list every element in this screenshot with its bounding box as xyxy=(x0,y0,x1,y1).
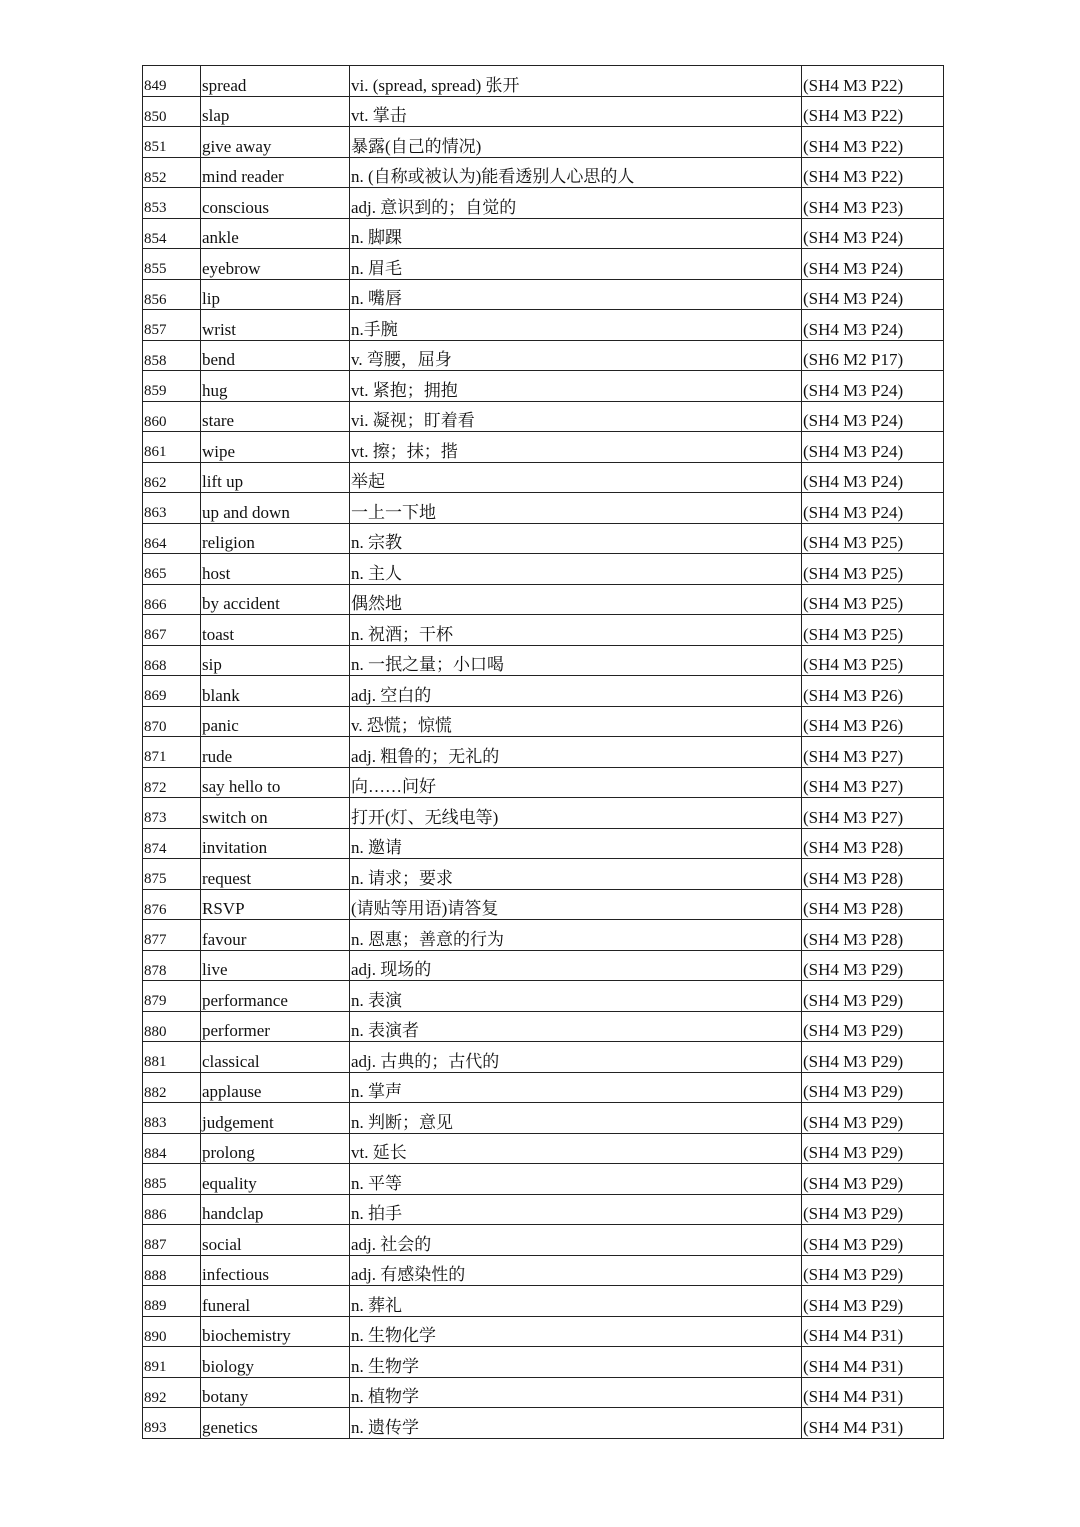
entry-meaning: n. 植物学 xyxy=(350,1377,802,1408)
entry-source: (SH4 M3 P28) xyxy=(802,889,944,920)
entry-number: 878 xyxy=(143,950,201,981)
entry-word: live xyxy=(201,950,350,981)
entry-number: 852 xyxy=(143,157,201,188)
entry-meaning: n. 葬礼 xyxy=(350,1286,802,1317)
table-row xyxy=(143,401,944,432)
entry-source: (SH4 M3 P29) xyxy=(802,1225,944,1256)
entry-number: 858 xyxy=(143,340,201,371)
entry-word: host xyxy=(201,554,350,585)
entry-source: (SH4 M4 P31) xyxy=(802,1316,944,1347)
entry-source: (SH4 M3 P29) xyxy=(802,981,944,1012)
entry-meaning: n. 邀请 xyxy=(350,828,802,859)
entry-source: (SH4 M3 P26) xyxy=(802,676,944,707)
table-row xyxy=(143,1225,944,1256)
table-row xyxy=(143,523,944,554)
entry-number: 866 xyxy=(143,584,201,615)
entry-source: (SH4 M3 P29) xyxy=(802,1133,944,1164)
entry-meaning: n. (自称或被认为)能看透别人心思的人 xyxy=(350,157,802,188)
table-row xyxy=(143,950,944,981)
entry-word: performer xyxy=(201,1011,350,1042)
entry-word: slap xyxy=(201,96,350,127)
entry-number: 867 xyxy=(143,615,201,646)
entry-meaning: n. 拍手 xyxy=(350,1194,802,1225)
entry-meaning: 一上一下地 xyxy=(350,493,802,524)
table-row xyxy=(143,1194,944,1225)
entry-source: (SH4 M3 P22) xyxy=(802,96,944,127)
table-row xyxy=(143,1316,944,1347)
table-row xyxy=(143,554,944,585)
entry-meaning: n. 请求；要求 xyxy=(350,859,802,890)
entry-meaning: vt. 延长 xyxy=(350,1133,802,1164)
entry-word: genetics xyxy=(201,1408,350,1439)
entry-word: biology xyxy=(201,1347,350,1378)
entry-meaning: n. 表演 xyxy=(350,981,802,1012)
table-row xyxy=(143,218,944,249)
table-row xyxy=(143,737,944,768)
table-row xyxy=(143,127,944,158)
entry-word: switch on xyxy=(201,798,350,829)
table-row xyxy=(143,1347,944,1378)
table-row xyxy=(143,1408,944,1439)
entry-source: (SH4 M3 P29) xyxy=(802,1072,944,1103)
entry-source: (SH4 M3 P25) xyxy=(802,645,944,676)
entry-number: 892 xyxy=(143,1377,201,1408)
entry-source: (SH4 M3 P29) xyxy=(802,1286,944,1317)
entry-source: (SH4 M3 P27) xyxy=(802,737,944,768)
entry-meaning: 向……问好 xyxy=(350,767,802,798)
entry-meaning: adj. 空白的 xyxy=(350,676,802,707)
entry-source: (SH4 M3 P26) xyxy=(802,706,944,737)
entry-meaning: adj. 意识到的；自觉的 xyxy=(350,188,802,219)
entry-source: (SH4 M3 P24) xyxy=(802,249,944,280)
entry-number: 889 xyxy=(143,1286,201,1317)
table-row xyxy=(143,432,944,463)
table-row xyxy=(143,1377,944,1408)
table-row xyxy=(143,1103,944,1134)
entry-meaning: vt. 擦；抹；揩 xyxy=(350,432,802,463)
entry-source: (SH4 M3 P25) xyxy=(802,523,944,554)
table-row xyxy=(143,96,944,127)
entry-meaning: n. 恩惠；善意的行为 xyxy=(350,920,802,951)
entry-word: social xyxy=(201,1225,350,1256)
table-row xyxy=(143,66,944,97)
entry-source: (SH4 M3 P29) xyxy=(802,1103,944,1134)
entry-word: lift up xyxy=(201,462,350,493)
entry-number: 855 xyxy=(143,249,201,280)
entry-number: 871 xyxy=(143,737,201,768)
entry-word: toast xyxy=(201,615,350,646)
entry-source: (SH4 M3 P24) xyxy=(802,432,944,463)
table-row xyxy=(143,340,944,371)
entry-word: up and down xyxy=(201,493,350,524)
entry-number: 884 xyxy=(143,1133,201,1164)
entry-number: 883 xyxy=(143,1103,201,1134)
entry-word: funeral xyxy=(201,1286,350,1317)
table-row xyxy=(143,767,944,798)
entry-word: by accident xyxy=(201,584,350,615)
entry-source: (SH4 M3 P25) xyxy=(802,554,944,585)
entry-source: (SH4 M3 P24) xyxy=(802,493,944,524)
entry-meaning: n. 遗传学 xyxy=(350,1408,802,1439)
entry-word: stare xyxy=(201,401,350,432)
table-row xyxy=(143,981,944,1012)
entry-word: wipe xyxy=(201,432,350,463)
entry-word: religion xyxy=(201,523,350,554)
entry-number: 888 xyxy=(143,1255,201,1286)
entry-meaning: 举起 xyxy=(350,462,802,493)
entry-source: (SH4 M3 P24) xyxy=(802,279,944,310)
entry-word: prolong xyxy=(201,1133,350,1164)
entry-meaning: adj. 现场的 xyxy=(350,950,802,981)
table-row xyxy=(143,1072,944,1103)
entry-source: (SH4 M3 P22) xyxy=(802,66,944,97)
table-row xyxy=(143,157,944,188)
entry-number: 876 xyxy=(143,889,201,920)
entry-meaning: vt. 掌击 xyxy=(350,96,802,127)
table-row xyxy=(143,188,944,219)
entry-number: 880 xyxy=(143,1011,201,1042)
entry-word: conscious xyxy=(201,188,350,219)
entry-word: mind reader xyxy=(201,157,350,188)
entry-number: 863 xyxy=(143,493,201,524)
entry-source: (SH4 M3 P27) xyxy=(802,798,944,829)
entry-meaning: 打开(灯、无线电等) xyxy=(350,798,802,829)
entry-number: 885 xyxy=(143,1164,201,1195)
table-row xyxy=(143,676,944,707)
entry-meaning: adj. 社会的 xyxy=(350,1225,802,1256)
table-row xyxy=(143,279,944,310)
entry-number: 872 xyxy=(143,767,201,798)
entry-number: 873 xyxy=(143,798,201,829)
entry-meaning: n. 判断；意见 xyxy=(350,1103,802,1134)
entry-source: (SH6 M2 P17) xyxy=(802,340,944,371)
entry-number: 854 xyxy=(143,218,201,249)
entry-word: performance xyxy=(201,981,350,1012)
table-row xyxy=(143,615,944,646)
entry-number: 856 xyxy=(143,279,201,310)
entry-word: panic xyxy=(201,706,350,737)
entry-word: wrist xyxy=(201,310,350,341)
entry-source: (SH4 M3 P28) xyxy=(802,859,944,890)
vocabulary-table-body xyxy=(143,66,944,1439)
entry-source: (SH4 M3 P24) xyxy=(802,462,944,493)
entry-meaning: n. 眉毛 xyxy=(350,249,802,280)
table-row xyxy=(143,1286,944,1317)
entry-word: equality xyxy=(201,1164,350,1195)
entry-source: (SH4 M3 P29) xyxy=(802,1255,944,1286)
entry-meaning: n. 宗教 xyxy=(350,523,802,554)
entry-word: spread xyxy=(201,66,350,97)
entry-word: rude xyxy=(201,737,350,768)
entry-meaning: vi. (spread, spread) 张开 xyxy=(350,66,802,97)
entry-meaning: n. 一抿之量；小口喝 xyxy=(350,645,802,676)
entry-word: biochemistry xyxy=(201,1316,350,1347)
entry-source: (SH4 M3 P24) xyxy=(802,401,944,432)
entry-number: 881 xyxy=(143,1042,201,1073)
entry-source: (SH4 M4 P31) xyxy=(802,1377,944,1408)
entry-meaning: n. 脚踝 xyxy=(350,218,802,249)
table-row xyxy=(143,249,944,280)
entry-source: (SH4 M3 P29) xyxy=(802,1011,944,1042)
entry-number: 890 xyxy=(143,1316,201,1347)
entry-source: (SH4 M3 P29) xyxy=(802,1164,944,1195)
entry-source: (SH4 M3 P22) xyxy=(802,127,944,158)
entry-number: 851 xyxy=(143,127,201,158)
entry-word: favour xyxy=(201,920,350,951)
entry-word: blank xyxy=(201,676,350,707)
entry-source: (SH4 M3 P29) xyxy=(802,1194,944,1225)
entry-word: request xyxy=(201,859,350,890)
table-row xyxy=(143,1042,944,1073)
table-row xyxy=(143,1133,944,1164)
table-row xyxy=(143,920,944,951)
entry-number: 865 xyxy=(143,554,201,585)
table-row xyxy=(143,706,944,737)
entry-number: 874 xyxy=(143,828,201,859)
table-row xyxy=(143,584,944,615)
entry-number: 868 xyxy=(143,645,201,676)
table-row xyxy=(143,371,944,402)
entry-number: 861 xyxy=(143,432,201,463)
entry-word: classical xyxy=(201,1042,350,1073)
entry-source: (SH4 M3 P29) xyxy=(802,950,944,981)
table-row xyxy=(143,1255,944,1286)
entry-meaning: n. 平等 xyxy=(350,1164,802,1195)
entry-source: (SH4 M3 P29) xyxy=(802,1042,944,1073)
entry-meaning: n.手腕 xyxy=(350,310,802,341)
entry-source: (SH4 M4 P31) xyxy=(802,1408,944,1439)
entry-meaning: n. 掌声 xyxy=(350,1072,802,1103)
entry-meaning: adj. 古典的；古代的 xyxy=(350,1042,802,1073)
entry-meaning: v. 弯腰，屈身 xyxy=(350,340,802,371)
entry-number: 864 xyxy=(143,523,201,554)
entry-source: (SH4 M3 P25) xyxy=(802,615,944,646)
entry-word: botany xyxy=(201,1377,350,1408)
entry-word: handclap xyxy=(201,1194,350,1225)
entry-number: 859 xyxy=(143,371,201,402)
entry-word: sip xyxy=(201,645,350,676)
table-row xyxy=(143,859,944,890)
entry-source: (SH4 M3 P28) xyxy=(802,828,944,859)
entry-number: 860 xyxy=(143,401,201,432)
entry-word: judgement xyxy=(201,1103,350,1134)
entry-number: 869 xyxy=(143,676,201,707)
entry-source: (SH4 M3 P24) xyxy=(802,218,944,249)
entry-number: 879 xyxy=(143,981,201,1012)
entry-source: (SH4 M4 P31) xyxy=(802,1347,944,1378)
entry-number: 870 xyxy=(143,706,201,737)
entry-word: ankle xyxy=(201,218,350,249)
entry-source: (SH4 M3 P24) xyxy=(802,310,944,341)
entry-number: 891 xyxy=(143,1347,201,1378)
entry-number: 853 xyxy=(143,188,201,219)
entry-meaning: 偶然地 xyxy=(350,584,802,615)
entry-word: applause xyxy=(201,1072,350,1103)
entry-meaning: n. 嘴唇 xyxy=(350,279,802,310)
entry-source: (SH4 M3 P24) xyxy=(802,371,944,402)
table-row xyxy=(143,462,944,493)
entry-meaning: n. 主人 xyxy=(350,554,802,585)
entry-number: 862 xyxy=(143,462,201,493)
entry-number: 887 xyxy=(143,1225,201,1256)
entry-word: bend xyxy=(201,340,350,371)
entry-number: 875 xyxy=(143,859,201,890)
entry-word: RSVP xyxy=(201,889,350,920)
table-row xyxy=(143,1011,944,1042)
entry-meaning: vi. 凝视；盯着看 xyxy=(350,401,802,432)
table-row xyxy=(143,493,944,524)
entry-meaning: n. 生物学 xyxy=(350,1347,802,1378)
entry-word: eyebrow xyxy=(201,249,350,280)
entry-word: lip xyxy=(201,279,350,310)
entry-number: 882 xyxy=(143,1072,201,1103)
table-row xyxy=(143,1164,944,1195)
entry-word: give away xyxy=(201,127,350,158)
entry-source: (SH4 M3 P28) xyxy=(802,920,944,951)
entry-meaning: (请贴等用语)请答复 xyxy=(350,889,802,920)
entry-number: 886 xyxy=(143,1194,201,1225)
entry-meaning: 暴露(自己的情况) xyxy=(350,127,802,158)
table-row xyxy=(143,798,944,829)
entry-meaning: n. 表演者 xyxy=(350,1011,802,1042)
vocabulary-table xyxy=(142,65,944,1439)
table-row xyxy=(143,310,944,341)
entry-source: (SH4 M3 P27) xyxy=(802,767,944,798)
table-row xyxy=(143,645,944,676)
entry-source: (SH4 M3 P22) xyxy=(802,157,944,188)
entry-number: 893 xyxy=(143,1408,201,1439)
entry-word: infectious xyxy=(201,1255,350,1286)
table-row xyxy=(143,889,944,920)
entry-source: (SH4 M3 P25) xyxy=(802,584,944,615)
entry-meaning: adj. 有感染性的 xyxy=(350,1255,802,1286)
entry-number: 877 xyxy=(143,920,201,951)
entry-number: 850 xyxy=(143,96,201,127)
entry-word: hug xyxy=(201,371,350,402)
entry-meaning: v. 恐慌；惊慌 xyxy=(350,706,802,737)
entry-source: (SH4 M3 P23) xyxy=(802,188,944,219)
entry-number: 849 xyxy=(143,66,201,97)
entry-meaning: vt. 紧抱；拥抱 xyxy=(350,371,802,402)
entry-meaning: adj. 粗鲁的；无礼的 xyxy=(350,737,802,768)
entry-word: invitation xyxy=(201,828,350,859)
entry-meaning: n. 祝酒；干杯 xyxy=(350,615,802,646)
entry-word: say hello to xyxy=(201,767,350,798)
table-row xyxy=(143,828,944,859)
entry-number: 857 xyxy=(143,310,201,341)
entry-meaning: n. 生物化学 xyxy=(350,1316,802,1347)
